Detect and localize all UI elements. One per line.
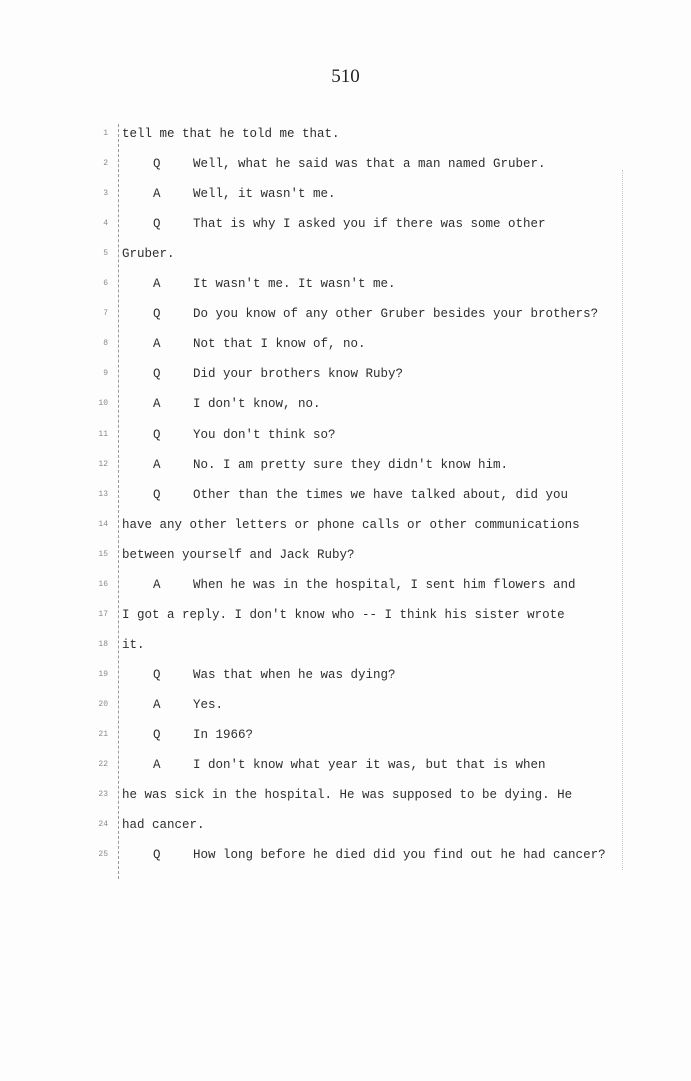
page-number: 510 bbox=[331, 66, 360, 87]
line-text: I don't know what year it was, but that is when bbox=[193, 758, 546, 772]
speaker-label: A bbox=[153, 458, 161, 472]
line-text: It wasn't me. It wasn't me. bbox=[193, 277, 396, 291]
transcript-line bbox=[0, 244, 691, 264]
transcript-line bbox=[0, 184, 691, 204]
speaker-label: A bbox=[153, 187, 161, 201]
line-number: 17 bbox=[98, 610, 108, 619]
line-number: 18 bbox=[98, 640, 108, 649]
speaker-label: A bbox=[153, 337, 161, 351]
speaker-label: Q bbox=[153, 848, 161, 862]
line-number: 22 bbox=[98, 760, 108, 769]
line-number: 10 bbox=[98, 399, 108, 408]
transcript-line bbox=[0, 845, 691, 865]
line-text: Do you know of any other Gruber besides your brothers? bbox=[193, 307, 599, 321]
line-number: 6 bbox=[103, 279, 108, 288]
line-number: 14 bbox=[98, 520, 108, 529]
line-text: Other than the times we have talked about, did you bbox=[193, 488, 569, 502]
speaker-label: A bbox=[153, 277, 161, 291]
speaker-label: A bbox=[153, 578, 161, 592]
transcript-line bbox=[0, 154, 691, 174]
line-number: 7 bbox=[103, 309, 108, 318]
line-text: Not that I know of, no. bbox=[193, 337, 366, 351]
transcript-line bbox=[0, 575, 691, 595]
line-text: When he was in the hospital, I sent him flowers and bbox=[193, 578, 576, 592]
line-text: I got a reply. I don't know who -- I think his sister wrote bbox=[122, 608, 565, 622]
line-number: 13 bbox=[98, 490, 108, 499]
speaker-label: Q bbox=[153, 728, 161, 742]
line-text: Well, it wasn't me. bbox=[193, 187, 336, 201]
line-number: 23 bbox=[98, 790, 108, 799]
line-text: You don't think so? bbox=[193, 428, 336, 442]
line-text: Did your brothers know Ruby? bbox=[193, 367, 404, 381]
line-number: 25 bbox=[98, 850, 108, 859]
line-text: That is why I asked you if there was some other bbox=[193, 217, 546, 231]
line-text: Yes. bbox=[193, 698, 224, 712]
transcript-line bbox=[0, 605, 691, 625]
transcript-line bbox=[0, 635, 691, 655]
line-text: have any other letters or phone calls or other communications bbox=[122, 518, 580, 532]
speaker-label: Q bbox=[153, 668, 161, 682]
line-number: 3 bbox=[103, 189, 108, 198]
line-text: he was sick in the hospital. He was supposed to be dying. He bbox=[122, 788, 573, 802]
transcript-line bbox=[0, 334, 691, 354]
transcript-line bbox=[0, 485, 691, 505]
speaker-label: A bbox=[153, 397, 161, 411]
speaker-label: Q bbox=[153, 367, 161, 381]
line-text: Was that when he was dying? bbox=[193, 668, 396, 682]
line-number: 20 bbox=[98, 700, 108, 709]
speaker-label: Q bbox=[153, 488, 161, 502]
line-text: between yourself and Jack Ruby? bbox=[122, 548, 355, 562]
transcript-line bbox=[0, 214, 691, 234]
speaker-label: Q bbox=[153, 428, 161, 442]
line-text: tell me that he told me that. bbox=[122, 127, 340, 141]
speaker-label: Q bbox=[153, 217, 161, 231]
transcript-line bbox=[0, 364, 691, 384]
line-text: I don't know, no. bbox=[193, 397, 321, 411]
speaker-label: Q bbox=[153, 307, 161, 321]
transcript-line bbox=[0, 785, 691, 805]
line-number: 8 bbox=[103, 339, 108, 348]
line-number: 21 bbox=[98, 730, 108, 739]
line-number: 11 bbox=[98, 430, 108, 439]
line-number: 12 bbox=[98, 460, 108, 469]
line-number: 5 bbox=[103, 249, 108, 258]
line-number: 19 bbox=[98, 670, 108, 679]
transcript-line bbox=[0, 755, 691, 775]
line-number: 4 bbox=[103, 219, 108, 228]
transcript-line bbox=[0, 815, 691, 835]
speaker-label: Q bbox=[153, 157, 161, 171]
line-text: had cancer. bbox=[122, 818, 205, 832]
line-text: How long before he died did you find out he had cancer? bbox=[193, 848, 606, 862]
line-number: 15 bbox=[98, 550, 108, 559]
transcript-line bbox=[0, 124, 691, 144]
line-number: 24 bbox=[98, 820, 108, 829]
transcript-line bbox=[0, 394, 691, 414]
transcript-line bbox=[0, 725, 691, 745]
transcript-line bbox=[0, 665, 691, 685]
speaker-label: A bbox=[153, 698, 161, 712]
line-number: 16 bbox=[98, 580, 108, 589]
line-text: Well, what he said was that a man named Gruber. bbox=[193, 157, 546, 171]
transcript-line bbox=[0, 425, 691, 445]
transcript-line bbox=[0, 455, 691, 475]
transcript-line bbox=[0, 515, 691, 535]
line-number: 9 bbox=[103, 369, 108, 378]
transcript-line bbox=[0, 545, 691, 565]
transcript-line bbox=[0, 304, 691, 324]
transcript-line bbox=[0, 274, 691, 294]
transcript-line bbox=[0, 695, 691, 715]
speaker-label: A bbox=[153, 758, 161, 772]
line-text: Gruber. bbox=[122, 247, 175, 261]
line-text: No. I am pretty sure they didn't know him. bbox=[193, 458, 509, 472]
line-number: 2 bbox=[103, 159, 108, 168]
line-number: 1 bbox=[103, 129, 108, 138]
line-text: it. bbox=[122, 638, 145, 652]
line-text: In 1966? bbox=[193, 728, 254, 742]
